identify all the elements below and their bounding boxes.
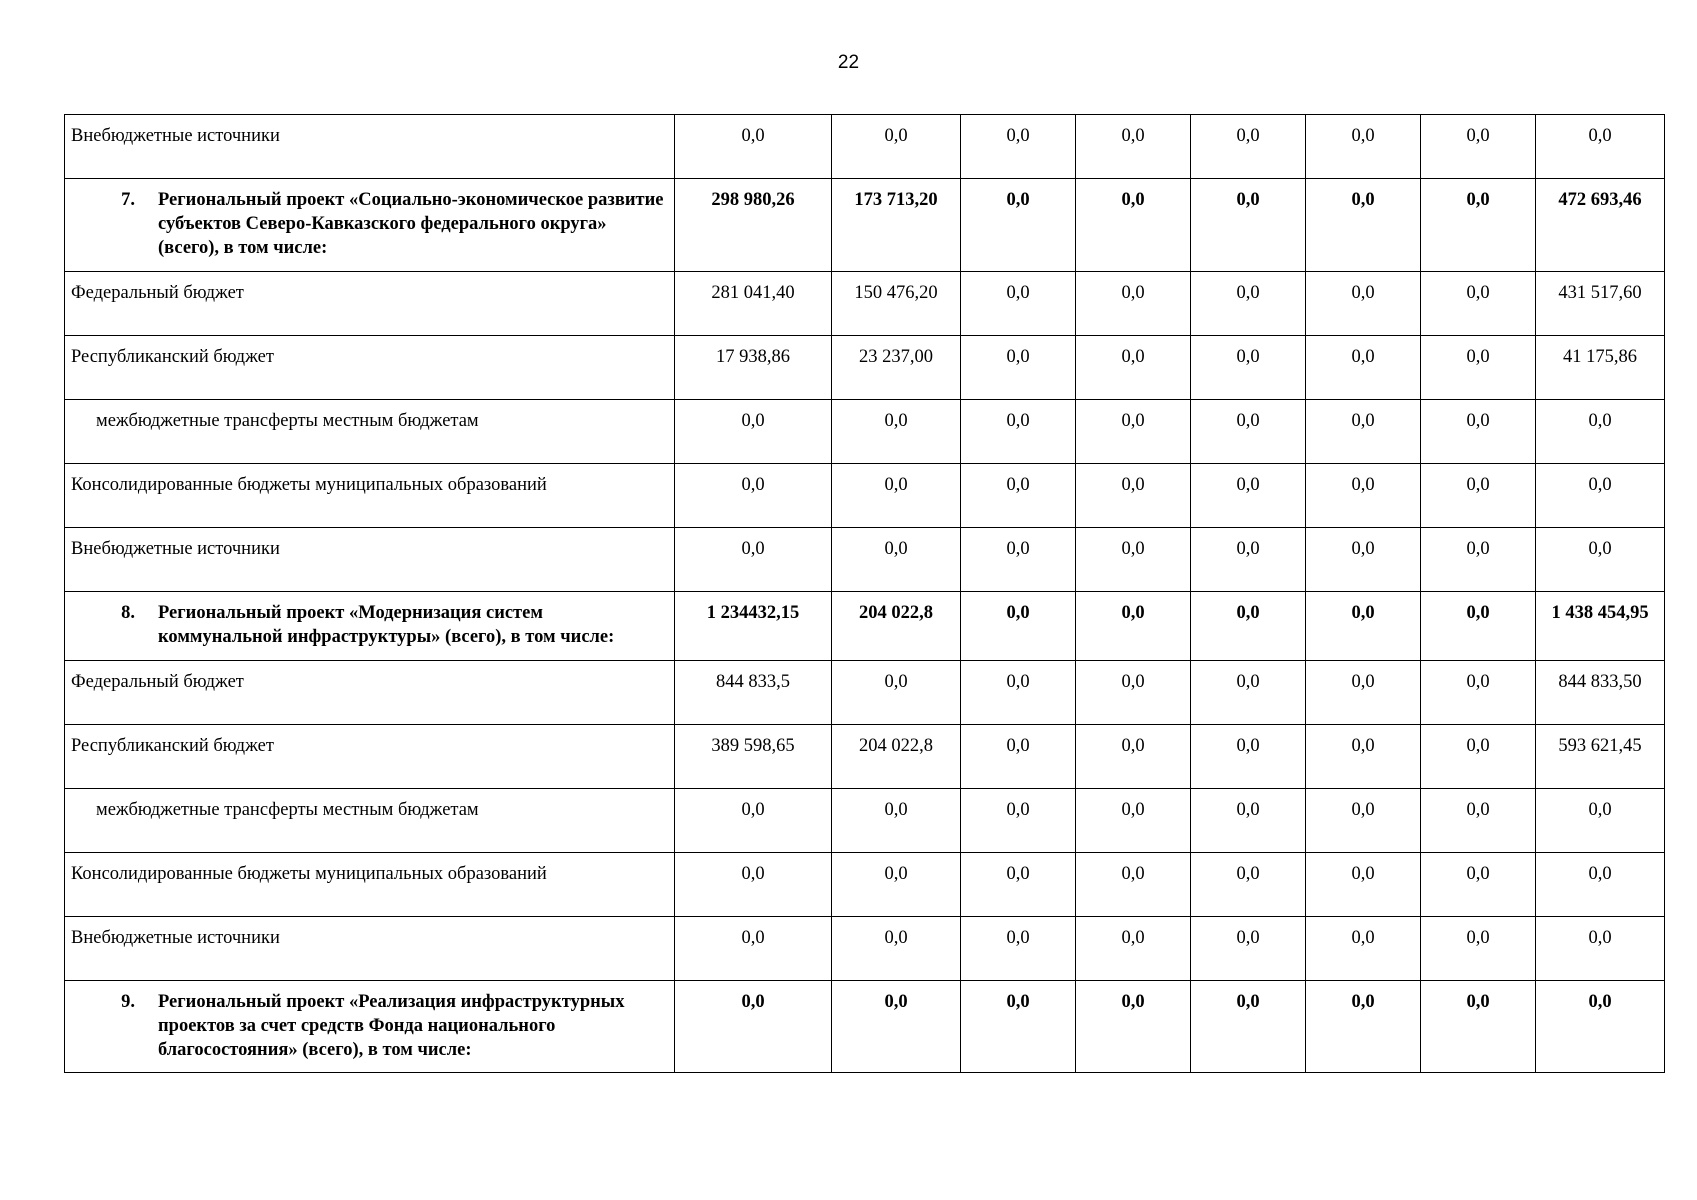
value-cell: 0,0 [1536,400,1665,464]
row-label: Внебюджетные источники [71,539,280,559]
row-label-cell [65,272,675,336]
value-cell: 0,0 [961,592,1076,661]
value-cell: 0,0 [1076,336,1191,400]
value-cell: 0,0 [1306,789,1421,853]
value-cell: 0,0 [675,789,832,853]
value-cell: 0,0 [1421,981,1536,1073]
table-row [65,115,1665,179]
table-row [65,336,1665,400]
value-cell: 1 234432,15 [675,592,832,661]
value-cell: 0,0 [961,400,1076,464]
value-cell: 0,0 [1076,981,1191,1073]
row-label-cell [65,981,675,1073]
value-cell: 0,0 [675,115,832,179]
row-label: Консолидированные бюджеты муниципальных образований [71,864,547,884]
table-row [65,272,1665,336]
row-label-cell [65,789,675,853]
value-cell: 0,0 [961,981,1076,1073]
row-label: Федеральный бюджет [71,672,244,692]
value-cell: 0,0 [1076,789,1191,853]
value-cell: 0,0 [832,400,961,464]
value-cell: 0,0 [1306,464,1421,528]
value-cell: 0,0 [1191,853,1306,917]
value-cell: 0,0 [961,725,1076,789]
value-cell: 0,0 [675,464,832,528]
value-cell: 0,0 [1421,115,1536,179]
row-label-cell [65,853,675,917]
project-title: Региональный проект «Социально-экономическое развитие субъектов Северо-Кавказского федерального округа» (всего), в том числе: [158,190,664,258]
value-cell: 173 713,20 [832,179,961,272]
value-cell: 0,0 [1191,528,1306,592]
page-number: 22 [837,52,860,73]
value-cell: 298 980,26 [675,179,832,272]
value-cell: 593 621,45 [1536,725,1665,789]
value-cell: 204 022,8 [832,725,961,789]
value-cell: 0,0 [832,981,961,1073]
value-cell: 0,0 [1076,917,1191,981]
table-row [65,464,1665,528]
value-cell: 0,0 [961,528,1076,592]
value-cell: 0,0 [1191,336,1306,400]
value-cell: 0,0 [961,336,1076,400]
value-cell: 0,0 [1306,917,1421,981]
value-cell: 0,0 [832,789,961,853]
value-cell: 0,0 [1191,789,1306,853]
project-row [65,179,1665,272]
value-cell: 0,0 [961,917,1076,981]
value-cell: 0,0 [1421,725,1536,789]
value-cell: 0,0 [675,528,832,592]
value-cell: 0,0 [1191,115,1306,179]
row-label-cell [65,179,675,272]
value-cell: 0,0 [1536,981,1665,1073]
value-cell: 0,0 [1191,917,1306,981]
value-cell: 844 833,5 [675,661,832,725]
table-row [65,661,1665,725]
value-cell: 0,0 [961,853,1076,917]
value-cell: 0,0 [1306,853,1421,917]
value-cell: 0,0 [832,917,961,981]
value-cell: 389 598,65 [675,725,832,789]
value-cell: 281 041,40 [675,272,832,336]
value-cell: 844 833,50 [1536,661,1665,725]
budget-table [64,114,1665,1073]
value-cell: 0,0 [1306,336,1421,400]
value-cell: 0,0 [1536,853,1665,917]
value-cell: 0,0 [832,853,961,917]
value-cell: 0,0 [961,661,1076,725]
project-number: 9. [121,992,135,1012]
row-label-cell [65,464,675,528]
value-cell: 0,0 [1306,725,1421,789]
row-label-cell [65,115,675,179]
value-cell: 0,0 [675,853,832,917]
value-cell: 41 175,86 [1536,336,1665,400]
value-cell: 0,0 [1421,528,1536,592]
value-cell: 0,0 [1191,179,1306,272]
value-cell: 0,0 [1421,917,1536,981]
value-cell: 0,0 [1536,789,1665,853]
value-cell: 431 517,60 [1536,272,1665,336]
value-cell: 0,0 [1421,336,1536,400]
value-cell: 0,0 [1306,592,1421,661]
value-cell: 0,0 [1306,400,1421,464]
value-cell: 23 237,00 [832,336,961,400]
value-cell: 0,0 [1421,464,1536,528]
project-row [65,981,1665,1073]
value-cell: 17 938,86 [675,336,832,400]
value-cell: 0,0 [1076,661,1191,725]
row-label-cell [65,336,675,400]
value-cell: 0,0 [1421,400,1536,464]
value-cell: 0,0 [1421,853,1536,917]
row-label: Внебюджетные источники [71,126,280,146]
value-cell: 0,0 [961,464,1076,528]
value-cell: 0,0 [1306,981,1421,1073]
value-cell: 0,0 [1191,661,1306,725]
row-label-cell [65,592,675,661]
value-cell: 0,0 [1421,592,1536,661]
value-cell: 0,0 [1076,464,1191,528]
row-label-cell [65,661,675,725]
value-cell: 0,0 [832,464,961,528]
value-cell: 0,0 [832,661,961,725]
value-cell: 1 438 454,95 [1536,592,1665,661]
table-row [65,917,1665,981]
value-cell: 0,0 [961,179,1076,272]
row-label-cell [65,528,675,592]
value-cell: 204 022,8 [832,592,961,661]
value-cell: 0,0 [1536,464,1665,528]
row-label-cell [65,917,675,981]
value-cell: 0,0 [1306,661,1421,725]
value-cell: 0,0 [961,272,1076,336]
value-cell: 0,0 [1191,400,1306,464]
value-cell: 0,0 [1191,272,1306,336]
value-cell: 0,0 [1076,179,1191,272]
value-cell: 0,0 [1191,981,1306,1073]
value-cell: 0,0 [1076,853,1191,917]
value-cell: 0,0 [675,981,832,1073]
value-cell: 472 693,46 [1536,179,1665,272]
project-title: Региональный проект «Реализация инфраструктурных проектов за счет средств Фонда национального благосостояния» (всего), в том числе: [158,992,625,1060]
value-cell: 0,0 [1536,528,1665,592]
table-row [65,528,1665,592]
row-label: межбюджетные трансферты местным бюджетам [96,800,479,820]
value-cell: 0,0 [1536,917,1665,981]
value-cell: 0,0 [1536,115,1665,179]
value-cell: 0,0 [1306,272,1421,336]
value-cell: 0,0 [1306,528,1421,592]
row-label: Республиканский бюджет [71,347,274,367]
value-cell: 0,0 [1421,272,1536,336]
value-cell: 0,0 [1076,592,1191,661]
value-cell: 0,0 [1306,115,1421,179]
value-cell: 0,0 [1076,400,1191,464]
value-cell: 0,0 [1421,179,1536,272]
value-cell: 0,0 [675,917,832,981]
value-cell: 0,0 [1306,179,1421,272]
row-label: Федеральный бюджет [71,283,244,303]
value-cell: 0,0 [1191,725,1306,789]
value-cell: 0,0 [832,528,961,592]
row-label-cell [65,400,675,464]
value-cell: 0,0 [1076,725,1191,789]
project-number: 7. [121,190,135,210]
value-cell: 0,0 [1076,528,1191,592]
table-row [65,400,1665,464]
row-label: Внебюджетные источники [71,928,280,948]
value-cell: 0,0 [1191,464,1306,528]
row-label: межбюджетные трансферты местным бюджетам [96,411,479,431]
value-cell: 0,0 [1076,272,1191,336]
value-cell: 0,0 [1421,789,1536,853]
row-label-cell [65,725,675,789]
project-row [65,592,1665,661]
value-cell: 0,0 [961,115,1076,179]
table-row [65,725,1665,789]
project-title: Региональный проект «Модернизация систем коммунальной инфраструктуры» (всего), в том числе: [158,603,615,647]
value-cell: 0,0 [832,115,961,179]
value-cell: 150 476,20 [832,272,961,336]
table-row [65,789,1665,853]
value-cell: 0,0 [961,789,1076,853]
table-row [65,853,1665,917]
value-cell: 0,0 [1076,115,1191,179]
value-cell: 0,0 [1191,592,1306,661]
row-label: Консолидированные бюджеты муниципальных образований [71,475,547,495]
project-number: 8. [121,603,135,623]
value-cell: 0,0 [1421,661,1536,725]
row-label: Республиканский бюджет [71,736,274,756]
value-cell: 0,0 [675,400,832,464]
